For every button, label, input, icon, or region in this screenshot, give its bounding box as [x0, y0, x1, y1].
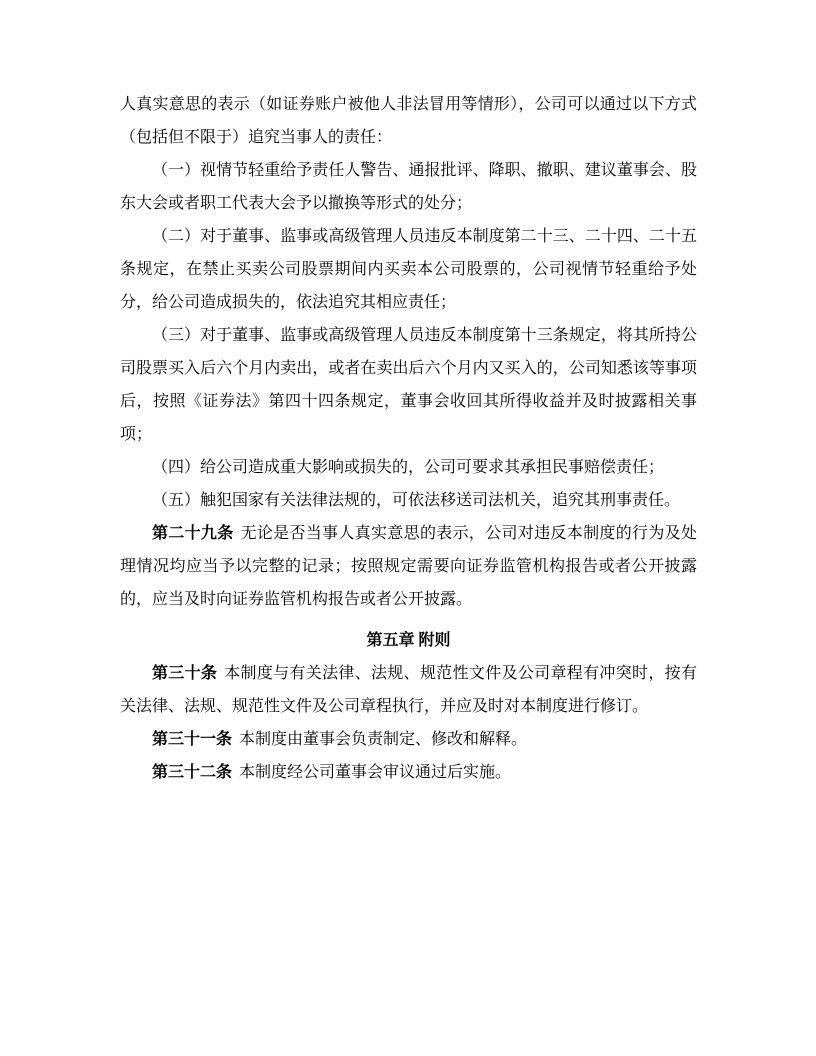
list-item-4: （四）给公司造成重大影响或损失的，公司可要求其承担民事赔偿责任；: [152, 459, 665, 476]
article-32-text: 本制度经公司董事会审议通过后实施。: [239, 764, 512, 781]
article-29: [120, 517, 697, 616]
article-29-text: 无论是否当事人真实意思的表示，公司对违反本制度的行为及处理情况均应当予以完整的记录；按照规定需要向证券监管机构报告或者公开披露的，应当及时向证券监管机构报告或者公开披露。: [120, 525, 697, 608]
list-item-3: （三）对于董事、监事或高级管理人员违反本制度第十三条规定，将其所持公司股票买入后六个月内卖出，或者在卖出后六个月内又买入的，公司知悉该等事项后，按照《证券法》第四十四条规定，董事会收回其所得收益并及时披露相关事项；: [120, 327, 697, 443]
article-31-text: 本制度由董事会负责制定、修改和解释。: [239, 731, 528, 748]
list-item-2: （二）对于董事、监事或高级管理人员违反本制度第二十三、二十四、二十五条规定，在禁止买卖公司股票期间内买卖本公司股票的，公司视情节轻重给予处分，给公司造成损失的，依法追究其相应责任；: [120, 228, 697, 311]
chapter-5-heading: 第五章 附则: [366, 632, 451, 649]
article-30-text: 本制度与有关法律、法规、规范性文件及公司章程有冲突时，按有关法律、法规、规范性文件及公司章程执行，并应及时对本制度进行修订。: [120, 665, 697, 715]
list-item-1: （一）视情节轻重给予责任人警告、通报批评、降职、撤职、建议董事会、股东大会或者职工代表大会予以撤换等形式的处分；: [120, 162, 697, 212]
continuation-paragraph: 人真实意思的表示（如证券账户被他人非法冒用等情形），公司可以通过以下方式（包括但不限于）追究当事人的责任：: [120, 96, 697, 146]
article-31-number: 第三十一条: [152, 731, 233, 748]
article-30: [120, 657, 697, 723]
article-32-number: 第三十二条: [152, 764, 233, 781]
article-32: [120, 756, 697, 789]
article-30-number: 第三十条: [152, 665, 218, 682]
article-29-number: 第二十九条: [152, 525, 234, 542]
article-31: [120, 723, 697, 756]
list-item-5: （五）触犯国家有关法律法规的，可依法移送司法机关，追究其刑事责任。: [152, 492, 681, 509]
